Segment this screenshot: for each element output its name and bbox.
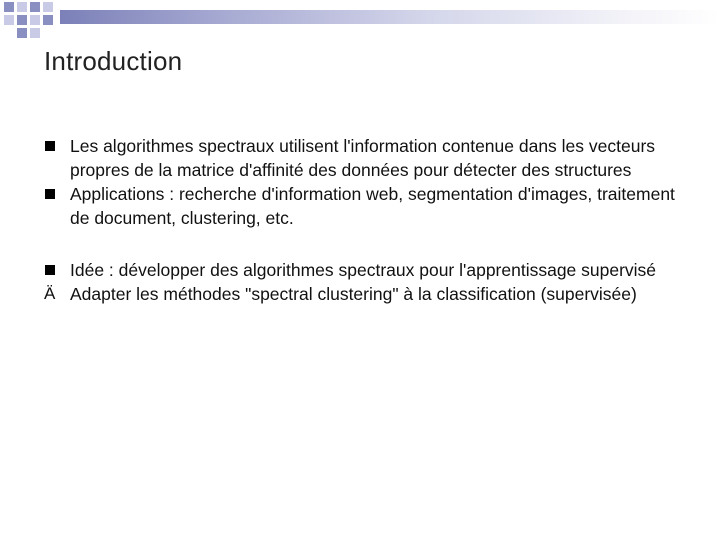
- bullet-item: [44, 282, 684, 306]
- bullet-item: [44, 182, 684, 230]
- header-square: [17, 15, 27, 25]
- bullet-text: Applications : recherche d'information web, segmentation d'images, traitement de document, clustering, etc.: [70, 184, 675, 228]
- bullet-text: Idée : développer des algorithmes spectraux pour l'apprentissage supervisé: [70, 260, 657, 280]
- square-bullet-icon: [45, 141, 55, 151]
- square-bullet-icon: [45, 189, 55, 199]
- header-gradient-bar: [60, 10, 720, 24]
- slide-header-decoration: [0, 0, 720, 36]
- bullet-list: [44, 134, 684, 306]
- bullet-item: [44, 258, 684, 282]
- header-square: [30, 28, 40, 38]
- arrow-bullet-icon: Ä: [44, 284, 56, 303]
- header-square: [43, 2, 53, 12]
- header-square: [4, 2, 14, 12]
- bullet-text: Adapter les méthodes "spectral clustering" à la classification (supervisée): [70, 284, 637, 304]
- header-square: [30, 2, 40, 12]
- header-square: [43, 15, 53, 25]
- bullet-item: [44, 134, 684, 182]
- header-square: [17, 2, 27, 12]
- header-square: [30, 15, 40, 25]
- bullet-text: Les algorithmes spectraux utilisent l'information contenue dans les vecteurs propres de la matrice d'affinité des données pour détecter des structures: [70, 136, 656, 180]
- spacer: [44, 230, 684, 258]
- square-bullet-icon: [45, 265, 55, 275]
- slide-title: Introduction: [44, 46, 183, 76]
- header-square: [4, 15, 14, 25]
- header-square: [17, 28, 27, 38]
